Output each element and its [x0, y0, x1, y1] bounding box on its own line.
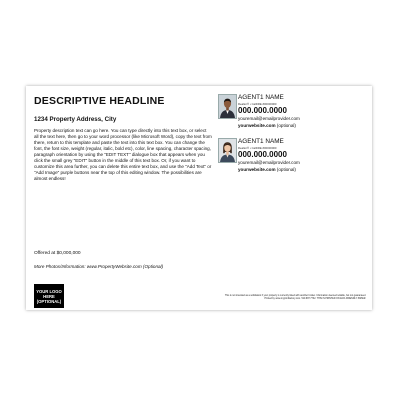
- agent-phone: 000.000.0000: [238, 106, 287, 115]
- agent-license: Realtor® • CalDRE #00000000: [238, 102, 277, 106]
- headline: DESCRIPTIVE HEADLINE: [34, 95, 165, 107]
- agent-name: AGENT1 NAME: [238, 94, 284, 101]
- agent-photo: [218, 94, 237, 119]
- logo-placeholder-text: YOUR LOGO HERE (OPTIONAL): [36, 288, 62, 304]
- postcard: [26, 86, 372, 310]
- agent-photo: [218, 138, 237, 163]
- agent-website-url: yourwebsite.com: [238, 123, 276, 128]
- logo-placeholder: [34, 284, 64, 308]
- agent-name: AGENT1 NAME: [238, 138, 284, 145]
- agent-website-url: yourwebsite.com: [238, 167, 276, 172]
- legal-disclaimer: This is not intended as a solicitation if your property is currently listed with another broker. Information deemed reliable, but not guaranteed. Printed by www.myprintfactory.com. 510.687.7732. THIS IS PRINTED ON ECO-FRIENDLY PAPER.: [224, 295, 366, 300]
- agent-license: Realtor® • CalDRE #00000000: [238, 146, 277, 150]
- agent-email: youremail@emailprovider.com: [238, 160, 300, 165]
- agent-block-2: [218, 138, 368, 182]
- more-info-line: More Photos/Information: www.PropertyWebsite.com (Optional): [34, 264, 164, 269]
- agent-website: [238, 167, 296, 172]
- agent-block-1: [218, 94, 368, 138]
- offered-price: Offered at $0,000,000: [34, 251, 81, 256]
- agent-email: youremail@emailprovider.com: [238, 116, 300, 121]
- agent-website: [238, 123, 296, 128]
- property-description: Property description text can go here. You can type directly into this text box, or select all the text here, then go to your word processor (like Microsoft Word), copy the text from there, return to this template and paste the text into this text box. You can change the font, the font size, weight (regular, italic, bold etc), color, line spacing, character spacing, paragraph orientation by using the "EDIT TEXT" dialogue box that appears when you click the small grey "EDIT" button in the middle of this text box. Or, if you want to customize this area further, you can delete this entire text box, and use the "Add Text" or "Add Image" purple buttons near the top of this editing window. The possibilities are almost endless!: [34, 128, 212, 181]
- agent-website-note: (optional): [275, 167, 296, 172]
- property-address: 1234 Property Address, City: [34, 116, 117, 123]
- agent-website-note: (optional): [275, 123, 296, 128]
- agent-phone: 000.000.0000: [238, 150, 287, 159]
